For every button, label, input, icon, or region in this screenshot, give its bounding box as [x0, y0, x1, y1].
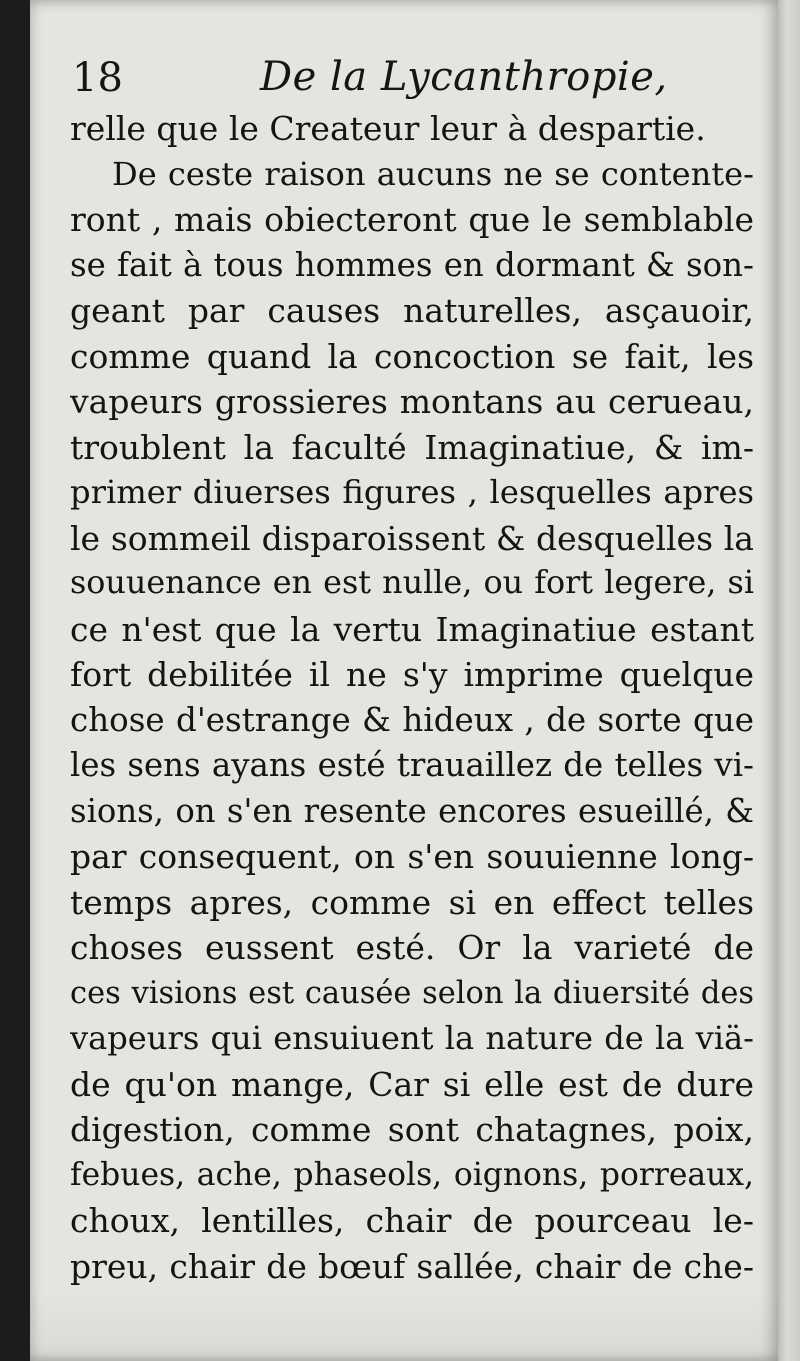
text-line: fort debilitée il ne s'y imprime quelque — [70, 655, 754, 694]
text-line: preu, chair de bœuf sallée, chair de che- — [70, 1246, 754, 1286]
text-line: De ceste raison aucuns ne se contente- — [112, 154, 754, 193]
text-line: se fait à tous hommes en dormant & son- — [70, 245, 754, 284]
text-line: vapeurs grossieres montans au cerueau, — [70, 382, 754, 421]
text-line: sions, on s'en resente encores esueillé, & — [70, 791, 754, 830]
text-line: relle que le Createur leur à despartie. — [70, 109, 706, 148]
text-line: ces visions est causée selon la diuersité des — [70, 975, 754, 1011]
text-line: ront , mais obiecteront que le semblable — [70, 200, 754, 239]
text-line: geant par causes naturelles, asçauoir, — [70, 291, 754, 330]
page-bottom-margin — [30, 1290, 778, 1361]
text-line: chose d'estrange & hideux , de sorte que — [70, 700, 754, 739]
text-line: choses eussent esté. Or la varieté de — [70, 928, 754, 967]
text-line: de qu'on mange, Car si elle est de dure — [70, 1064, 754, 1104]
text-line: troublent la faculté Imaginatiue, & im- — [70, 427, 754, 467]
text-line: souuenance en est nulle, ou fort legere, si — [70, 565, 754, 601]
text-line: digestion, comme sont chatagnes, poix, — [70, 1110, 754, 1149]
page-header — [72, 46, 752, 106]
text-line: temps apres, comme si en effect telles — [70, 882, 754, 922]
text-line: le sommeil disparoissent & desquelles la — [70, 518, 754, 558]
text-line: febues, ache, phaseols, oignons, porreaux, — [70, 1156, 754, 1193]
text-line: primer diuerses figures , lesquelles apres — [70, 473, 754, 511]
text-line: vapeurs qui ensuiuent la nature de la viä- — [70, 1019, 754, 1057]
body-text — [70, 106, 754, 1289]
text-line: choux, lentilles, chair de pourceau le- — [70, 1201, 754, 1240]
running-title: De la Lycanthropie, — [260, 54, 668, 100]
page-edge — [778, 0, 800, 1361]
page-number: 18 — [72, 55, 123, 101]
text-line: ce n'est que la vertu Imaginatiue estant — [70, 609, 754, 649]
text-line: par consequent, on s'en souuienne long- — [70, 837, 754, 876]
text-line: les sens ayans esté trauaillez de telles vi- — [70, 746, 754, 784]
text-line: comme quand la concoction se fait, les — [70, 336, 754, 376]
